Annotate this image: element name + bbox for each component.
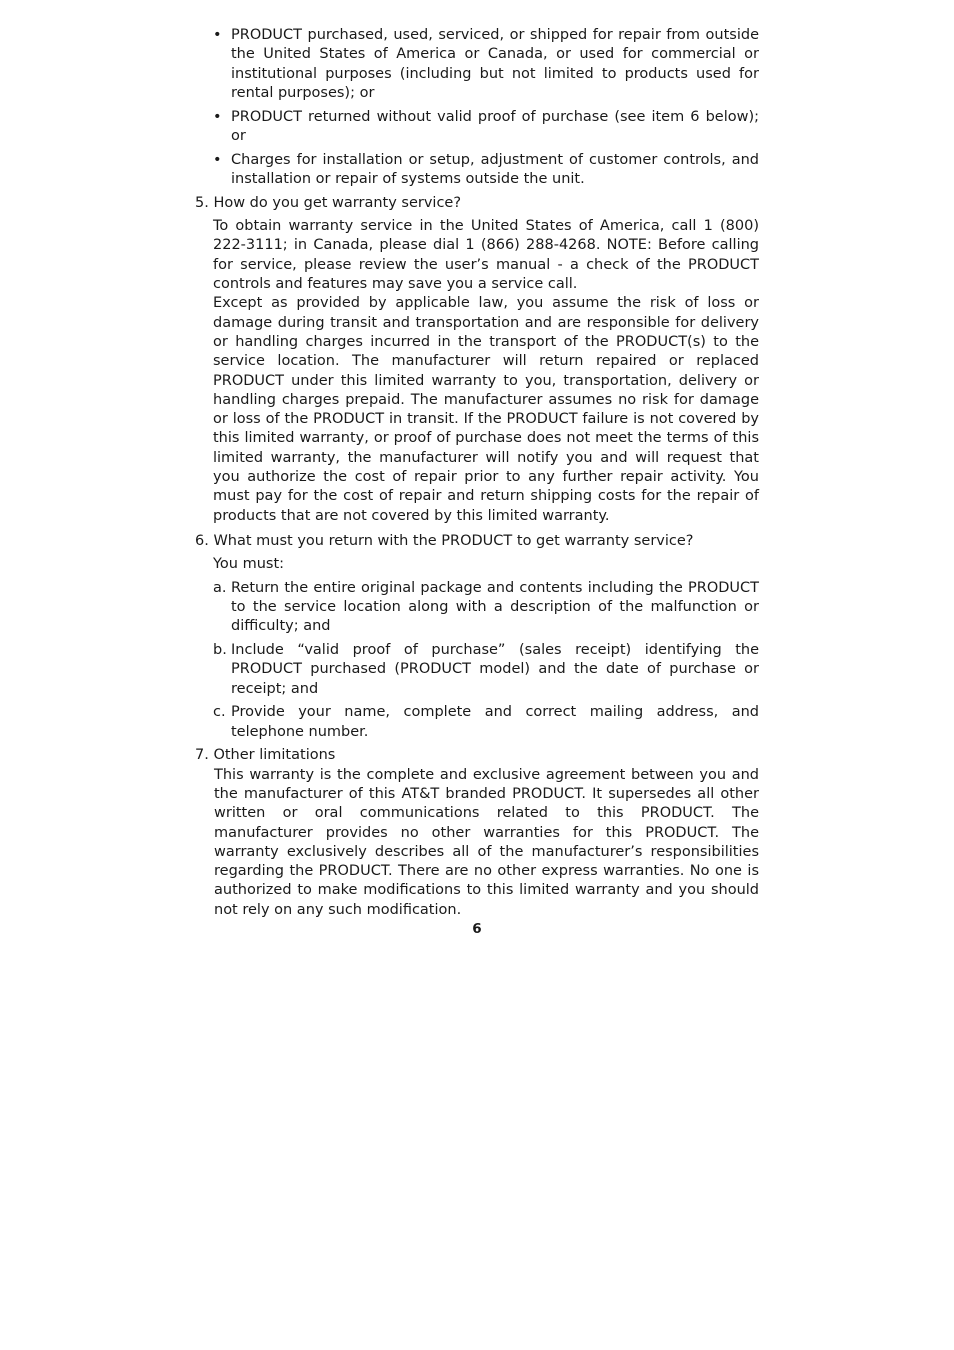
list-item [213,641,759,699]
bullet-item: • Charges for installation or setup, adjustment of customer controls, and installation or repair of systems outside the unit. [213,151,759,190]
document-page [195,26,759,939]
section-5-body [213,217,759,526]
page-number: 6 [472,921,482,938]
section-7-heading: 7. Other limitations [195,747,336,764]
section-5-paragraph-2: Except as provided by applicable law, you assume the risk of loss or damage during transit and transportation and are responsible for delivery or handling charges incurred in the transport of the PRODUCT(s) to the service location. The manufacturer will return repaired or replaced PRODUCT under this limited warranty to you, transportation, delivery or handling charges prepaid. The manufacturer assumes no risk for damage or loss of the PRODUCT in transit. If the PRODUCT failure is not covered by this limited warranty, or proof of purchase does not meet the terms of this limited warranty, the manufacturer will notify you and will request that you authorize the cost of repair prior to any further repair activity. You must pay for the cost of repair and return shipping costs for the repair of products that are not covered by this limited warranty. [213,295,759,524]
list-marker: a. [213,579,227,596]
section-6-list [213,579,759,742]
list-marker: c. [213,704,226,721]
section-5-paragraph-1: To obtain warranty service in the United States of America, call 1 (800) 222-3111; in Canada, please dial 1 (866) 288-4268. NOTE: Before calling for service, please review the user’s manual - a check of the PRODUCT controls and features may save you a service call. [213,218,759,293]
list-marker: b. [213,641,227,658]
bullet-item: • PRODUCT returned without valid proof of purchase (see item 6 below); or [213,108,759,147]
list-item-text: Provide your name, complete and correct mailing address, and telephone number. [231,704,759,740]
section-6-heading: 6. What must you return with the PRODUCT to get warranty service? [195,532,694,549]
list-item-text: Return the entire original package and contents including the PRODUCT to the service location along with a description of the malfunction or difficulty; and [231,579,759,635]
exclusions-bullet-list [213,26,759,189]
section-7-body: This warranty is the complete and exclusive agreement between you and the manufacturer of this AT&T branded PRODUCT. It supersedes all other written or oral communications related to this PRODUCT. The manufacturer provides no other warranties for this PRODUCT. The warranty exclusively describes all of the manufacturer’s responsibilities regarding the PRODUCT. There are no other express warranties. No one is authorized to make modifications to this limited warranty and you should not rely on any such modification. [214,766,759,918]
section-5-heading: 5. How do you get warranty service? [195,194,462,211]
list-item [213,703,759,742]
bullet-item: • PRODUCT purchased, used, serviced, or shipped for repair from outside the United States of America or Canada, or used for commercial or institutional purposes (including but not limited to products used for rental purposes); or [213,26,759,103]
list-item-text: Include “valid proof of purchase” (sales receipt) identifying the PRODUCT purchased (PRODUCT model) and the date of purchase or receipt; and [231,641,759,697]
list-item [213,579,759,637]
section-6-intro: You must: [213,556,285,573]
